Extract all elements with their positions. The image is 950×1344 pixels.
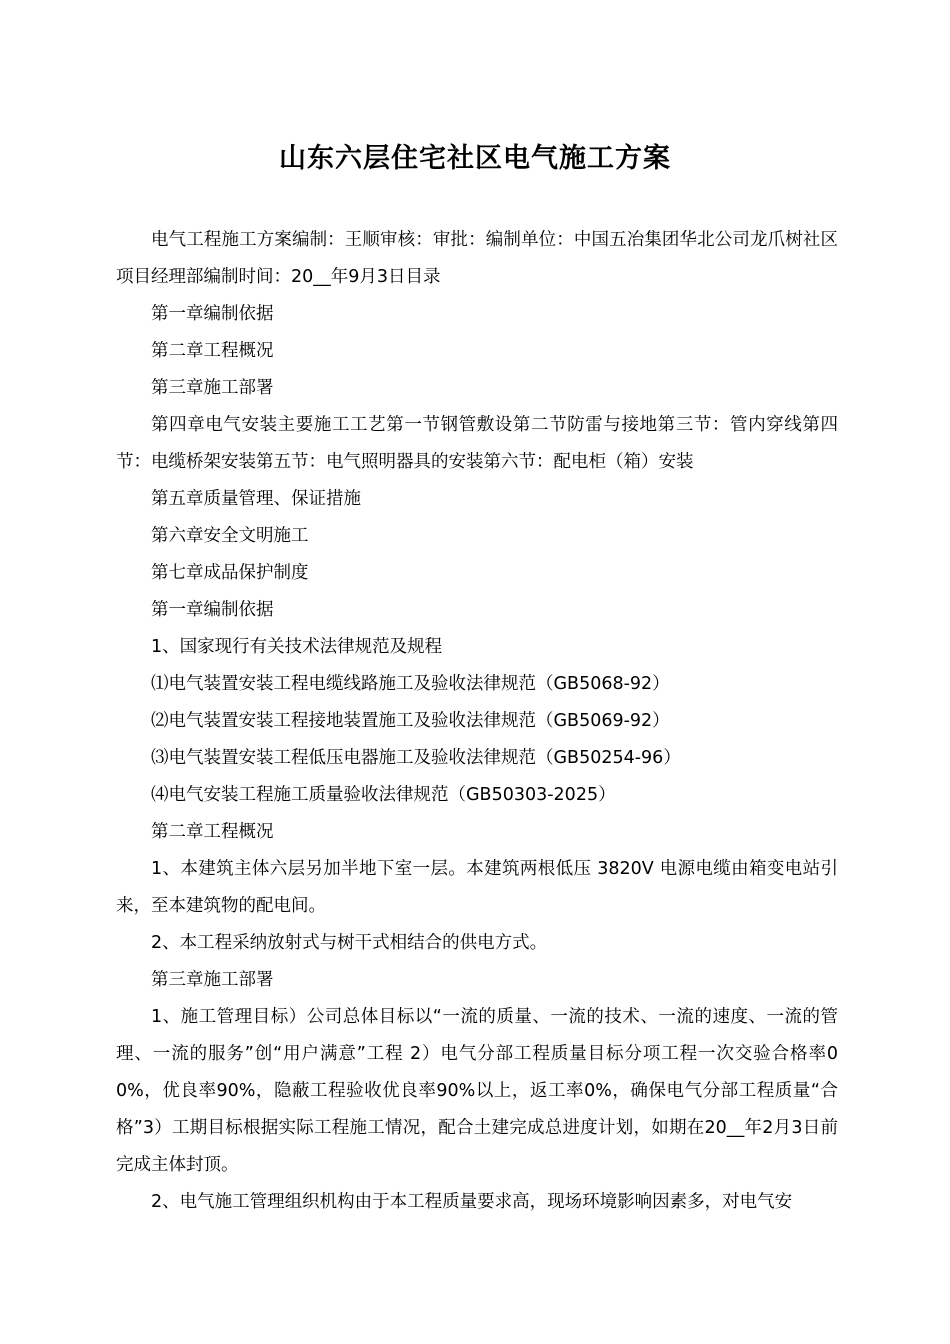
chapter-3-heading: 第三章施工部署 [151,970,274,990]
standard-item-4: ⑷电气安装工程施工质量验收法律规范（GB50303-2025） [151,785,616,805]
paragraph-building-overview: 1、本建筑主体六层另加半地下室一层。本建筑两根低压 3820V 电源电缆由箱变电站引来，至本建筑物的配电间。 [116,859,838,916]
toc-chapter-2: 第二章工程概况 [151,341,274,361]
toc-chapter-7: 第七章成品保护制度 [151,563,309,583]
toc-chapter-6: 第六章安全文明施工 [151,526,309,546]
toc-chapter-1: 第一章编制依据 [151,304,274,324]
paragraph-organization: 2、电气施工管理组织机构由于本工程质量要求高，现场环境影响因素多，对电气安 [151,1192,793,1212]
paragraph-compile-info: 电气工程施工方案编制：王顺审核：审批：编制单位：中国五冶集团华北公司龙爪树社区项目经理部编制时间：20__年9月3日目录 [116,230,838,287]
paragraph-management-goals: 1、施工管理目标）公司总体目标以“一流的质量、一流的技术、一流的速度、一流的管理、一流的服务”创“用户满意”工程 2）电气分部工程质量目标分项工程一次交验合格率00%，优良率90%，隐蔽工程验收优良率90%以上，返工率0%，确保电气分部工程质量“合格”3）工期目标根据实际工程施工情况，配合土建完成总进度计划，如期在20__年2月3日前完成主体封顶。 [116,1007,838,1175]
standard-item-2: ⑵电气装置安装工程接地装置施工及验收法律规范（GB5069-92） [151,711,670,731]
chapter-2-heading: 第二章工程概况 [151,822,274,842]
document-title: 山东六层住宅社区电气施工方案 [279,143,671,174]
toc-chapter-4: 第四章电气安装主要施工工艺第一节钢管敷设第二节防雷与接地第三节：管内穿线第四节：电缆桥架安装第五节：电气照明器具的安装第六节：配电柜（箱）安装 [116,415,838,472]
toc-chapter-3: 第三章施工部署 [151,378,274,398]
chapter-1-heading: 第一章编制依据 [151,600,274,620]
paragraph-standards-intro: 1、国家现行有关技术法律规范及规程 [151,637,443,657]
toc-chapter-5: 第五章质量管理、保证措施 [151,489,361,509]
paragraph-power-supply: 2、本工程采纳放射式与树干式相结合的供电方式。 [151,933,548,953]
standard-item-3: ⑶电气装置安装工程低压电器施工及验收法律规范（GB50254-96） [151,748,681,768]
standard-item-1: ⑴电气装置安装工程电缆线路施工及验收法律规范（GB5068-92） [151,674,670,694]
document-body [116,222,838,1221]
